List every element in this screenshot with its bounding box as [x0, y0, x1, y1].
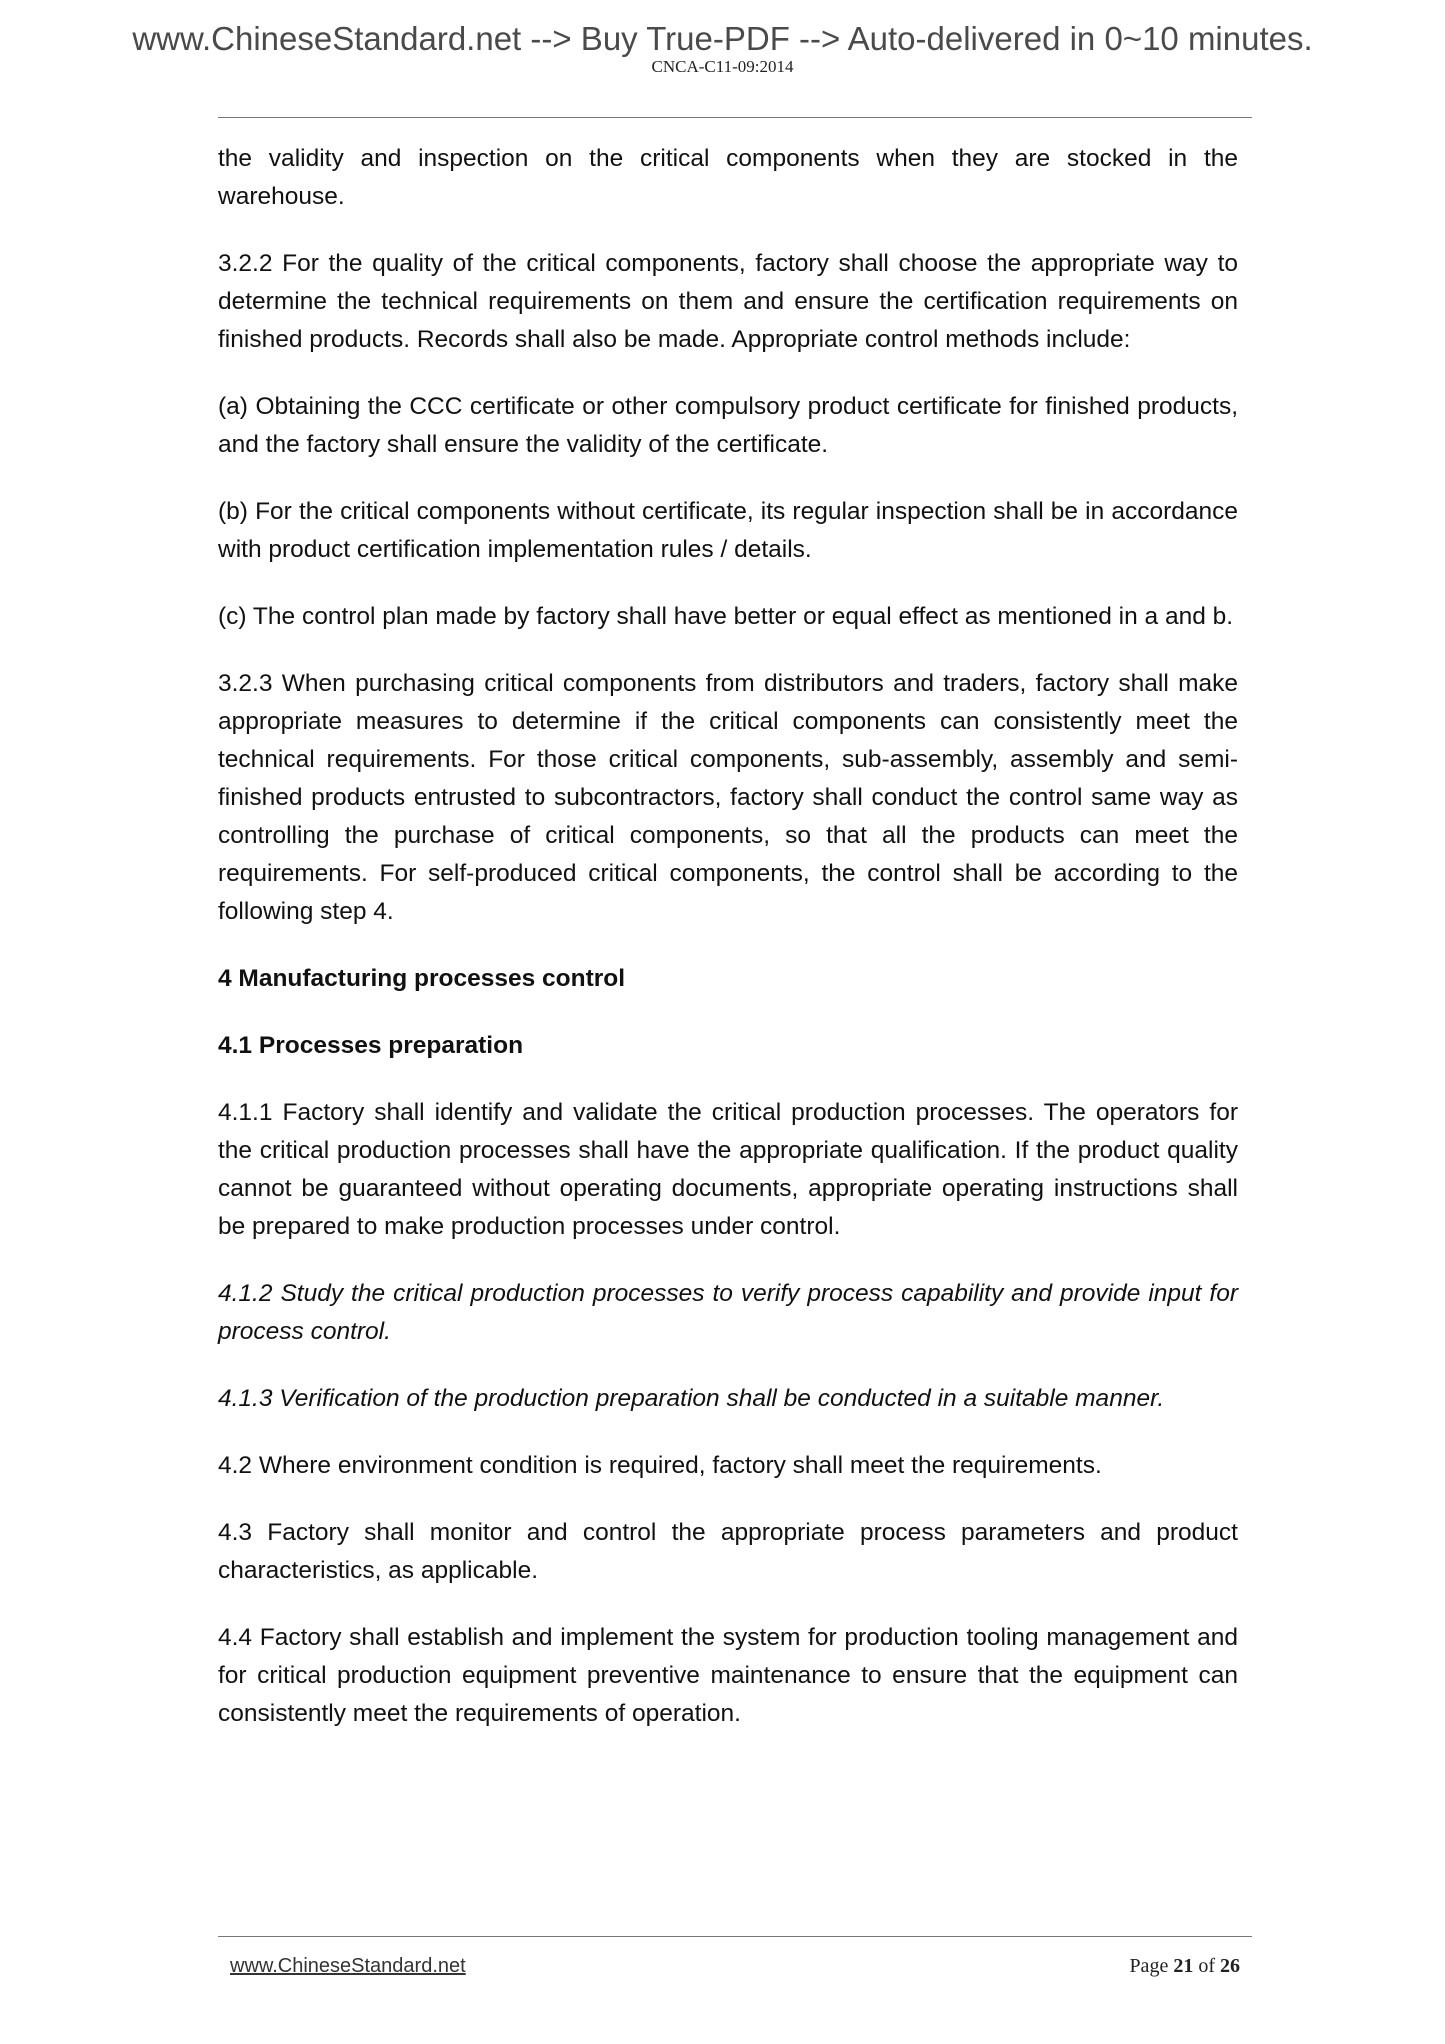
top-banner: www.ChineseStandard.net --> Buy True-PDF --> Auto-delivered in 0~10 minutes. — [132, 20, 1313, 57]
paragraph: (c) The control plan made by factory shall have better or equal effect as mentioned in a and b. — [218, 603, 1234, 630]
subsection-heading: 4.1 Processes preparation — [218, 1032, 524, 1059]
paragraph: 3.2.3 When purchasing critical components from distributors and traders, factory shall make appropriate measures to determine if the critical components can consistently meet the technical requirements. For those critical components, sub-assembly, assembly and semi-finished products entrusted to subcontractors, factory shall conduct the control same way as controlling the purchase of critical components, so that all the products can meet the requirements. For self-produced critical components, the control shall be according to the following step 4. — [218, 670, 1238, 925]
page-total: 26 — [1220, 1955, 1240, 1977]
paragraph: 4.3 Factory shall monitor and control the appropriate process parameters and product characteristics, as applicable. — [218, 1519, 1238, 1584]
paragraph: 4.2 Where environment condition is required, factory shall meet the requirements. — [218, 1452, 1102, 1479]
paragraph: the validity and inspection on the critical components when they are stocked in the warehouse. — [218, 145, 1238, 210]
document-body — [218, 140, 1238, 1762]
paragraph: (b) For the critical components without certificate, its regular inspection shall be in accordance with product certification implementation rules / details. — [218, 498, 1238, 563]
document-number: CNCA-C11-09:2014 — [651, 57, 794, 76]
paragraph: 4.4 Factory shall establish and implement the system for production tooling management and for critical production equipment preventive maintenance to ensure that the equipment can consistently meet the requirements of operation. — [218, 1624, 1238, 1727]
page-of: of — [1198, 1955, 1215, 1977]
paragraph: 3.2.2 For the quality of the critical components, factory shall choose the appropriate way to determine the technical requirements on them and ensure the certification requirements on finished products. Records shall also be made. Appropriate control methods include: — [218, 250, 1238, 353]
footer-divider — [218, 1936, 1252, 1937]
header-divider — [218, 117, 1252, 118]
italic-paragraph: 4.1.2 Study the critical production processes to verify process capability and provide input for process control. — [218, 1280, 1238, 1345]
page-current: 21 — [1173, 1955, 1194, 1977]
italic-paragraph: 4.1.3 Verification of the production preparation shall be conducted in a suitable manner. — [218, 1385, 1165, 1412]
section-heading: 4 Manufacturing processes control — [218, 965, 626, 992]
page-number — [1129, 1955, 1240, 1978]
page-word: Page — [1129, 1955, 1169, 1977]
paragraph: (a) Obtaining the CCC certificate or other compulsory product certificate for finished products, and the factory shall ensure the validity of the certificate. — [218, 393, 1238, 458]
paragraph: 4.1.1 Factory shall identify and validate the critical production processes. The operators for the critical production processes shall have the appropriate qualification. If the product quality cannot be guaranteed without operating documents, appropriate operating instructions shall be prepared to make production processes under control. — [218, 1099, 1238, 1240]
footer-website-link[interactable]: www.ChineseStandard.net — [230, 1955, 466, 1977]
